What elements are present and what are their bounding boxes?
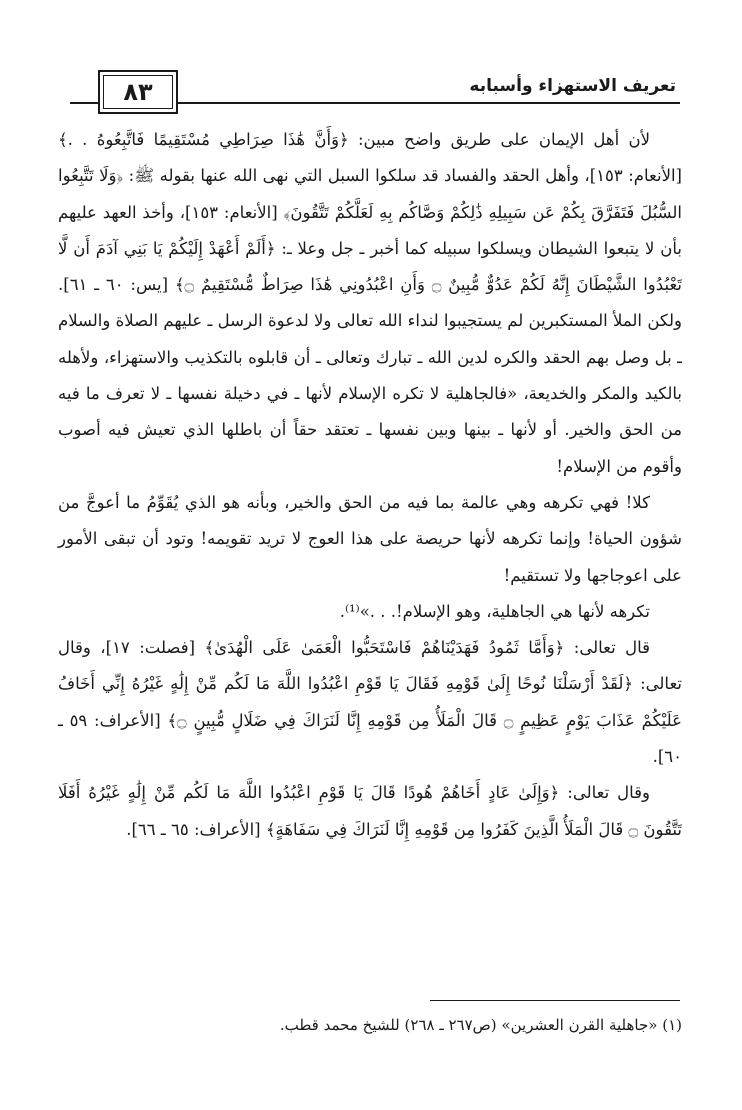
page-number: ٨٣ bbox=[103, 75, 173, 109]
page-number-box bbox=[98, 70, 178, 114]
running-title: تعريف الاستهزاء وأسبابه bbox=[469, 76, 676, 96]
paragraph: تكرهه لأنها هي الجاهلية، وهو الإسلام!. . .»⁽¹⁾. bbox=[339, 601, 650, 621]
paragraph: قال تعالى: ﴿وَأَمَّا ثَمُودُ فَهَدَيْنَاهُمْ فَاسْتَحَبُّوا الْعَمَىٰ عَلَى الْهُدَىٰ﴾ [فصلت: ١٧]، وقال تعالى: ﴿لَقَدْ أَرْسَلْنَا نُوحًا إِلَىٰ قَوْمِهِ فَقَالَ يَا قَوْمِ اعْبُدُوا اللَّهَ مَا لَكُم مِّنْ إِلَٰهٍ غَيْرُهُ إِنِّي أَخَافُ عَلَيْكُمْ عَذَابَ يَوْمٍ عَظِيمٍ ۝ قَالَ الْمَلَأُ مِن قَوْمِهِ إِنَّا لَنَرَاكَ فِي ضَلَالٍ مُّبِينٍ ۝﴾ [الأعراف: ٥٩ ـ ٦٠]. bbox=[58, 638, 682, 767]
footnote: (١) «جاهلية القرن العشرين» (ص٢٦٧ ـ ٢٦٨) للشيخ محمد قطب. bbox=[279, 1016, 682, 1034]
page-header bbox=[70, 72, 680, 112]
main-text bbox=[58, 122, 682, 848]
paragraph: وقال تعالى: ﴿وَإِلَىٰ عَادٍ أَخَاهُمْ هُودًا قَالَ يَا قَوْمِ اعْبُدُوا اللَّهَ مَا لَكُم مِّنْ إِلَٰهٍ غَيْرُهُ أَفَلَا تَتَّقُونَ ۝ قَالَ الْمَلَأُ الَّذِينَ كَفَرُوا مِن قَوْمِهِ إِنَّا لَنَرَاكَ فِي سَفَاهَةٍ﴾ [الأعراف: ٦٥ ـ ٦٦]. bbox=[58, 783, 682, 839]
paragraph: لأن أهل الإيمان على طريق واضح مبين: ﴿وَأَنَّ هَٰذَا صِرَاطِي مُسْتَقِيمًا فَاتَّبِعُوهُ . .﴾ [الأنعام: ١٥٣]، وأهل الحقد والفساد قد سلكوا السبل التي نهى الله عنها بقوله ﷺ: ﴿وَلَا تَتَّبِعُوا السُّبُلَ فَتَفَرَّقَ بِكُمْ عَن سَبِيلِهِ ذَٰلِكُمْ وَصَّاكُم بِهِ لَعَلَّكُمْ تَتَّقُونَ﴾ [الأنعام: ١٥٣]، وأخذ العهد عليهم بأن لا يتبعوا الشيطان ويسلكوا سبيله كما أخبر ـ جل وعلا ـ: ﴿أَلَمْ أَعْهَدْ إِلَيْكُمْ يَا بَنِي آدَمَ أَن لَّا تَعْبُدُوا الشَّيْطَانَ إِنَّهُ لَكُمْ عَدُوٌّ مُّبِينٌ ۝ وَأَنِ اعْبُدُونِي هَٰذَا صِرَاطٌ مُّسْتَقِيمٌ ۝﴾ [يس: ٦٠ ـ ٦١]. ولكن الملأ المستكبرين لم يستجيبوا لنداء الله تعالى ولا لدعوة الرسل ـ عليهم الصلاة والسلام ـ بل وصل بهم الحقد والكره لدين الله ـ تبارك وتعالى ـ أن قابلوه بالتكذيب والاستهزاء، ولأهله بالكيد والمكر والخديعة، «فالجاهلية لا تكره الإسلام لأنها ـ في دخيلة نفسها ـ لا تعرف ما فيه من الحق والخير. أو لأنها ـ بينها وبين نفسها ـ تعتقد حقاً أن باطلها الذي تعيش فيه أصوب وأقوم من الإسلام! bbox=[58, 130, 682, 476]
paragraph: كلا! فهي تكرهه وهي عالمة بما فيه من الحق والخير، وبأنه هو الذي يُقَوِّمُ ما أعوجَّ من شؤون الحياة! وإنما تكرهه لأنها حريصة على هذا العوج لا تريد تقويمه! وتود أن تبقى الأمور على اعوجاجها ولا تستقيم! bbox=[58, 492, 682, 585]
footnote-divider bbox=[430, 1000, 680, 1001]
